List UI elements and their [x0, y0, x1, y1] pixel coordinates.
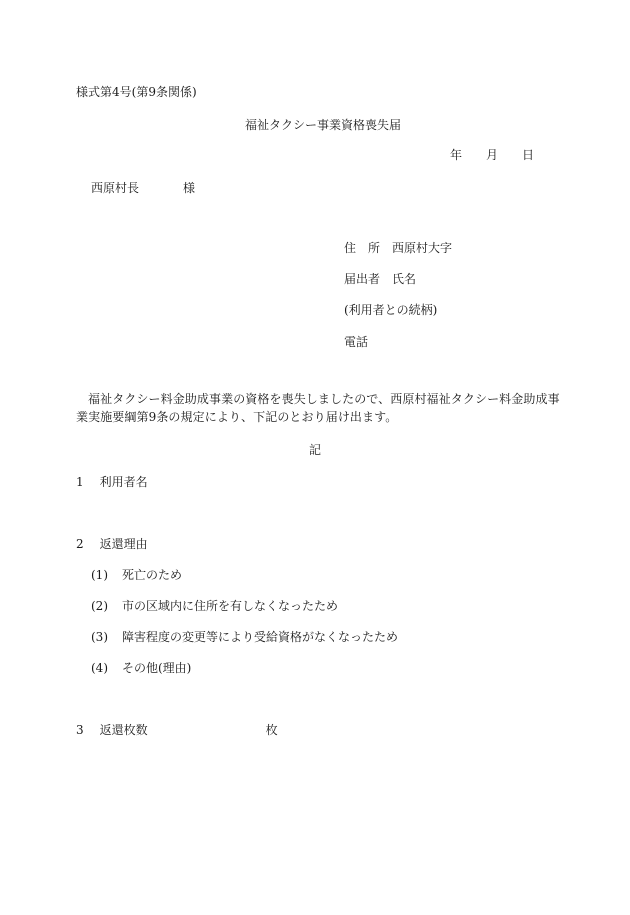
addressee-name: 西原村長 [91, 181, 140, 195]
addressee-honorific: 様 [183, 181, 196, 195]
reason-number: (3) [91, 630, 108, 644]
applicant-name [344, 271, 416, 287]
document-title: 福祉タクシー事業資格喪失届 [244, 118, 401, 132]
body-paragraph: 福祉タクシー料金助成事業の資格を喪失しましたので、西原村福祉タクシー料金助成事業実施要綱第9条の規定により、下記のとおり届け出ます。 [76, 392, 560, 424]
section-3-unit: 枚 [265, 723, 278, 737]
section-2 [76, 536, 148, 552]
addressee [91, 180, 195, 196]
reason-number: (4) [91, 661, 108, 675]
reason-number: (1) [91, 568, 108, 582]
applicant-prefix: 届出者 [344, 272, 381, 286]
section-1-label: 利用者名 [99, 475, 148, 489]
name-label: 氏名 [392, 272, 417, 286]
ki-heading: 記 [308, 443, 321, 457]
reason-item [91, 660, 191, 676]
address-value: 西原村大字 [392, 241, 453, 255]
section-3-label: 返還枚数 [99, 723, 148, 737]
reason-text: その他(理由) [122, 661, 192, 675]
reason-item [91, 567, 182, 583]
applicant-address [344, 240, 452, 256]
date-month: 月 [486, 148, 499, 162]
reason-item [91, 629, 398, 645]
date-day: 日 [522, 148, 535, 162]
section-2-number: 2 [76, 537, 84, 551]
reason-text: 死亡のため [122, 568, 183, 582]
address-label: 住 所 [344, 241, 381, 255]
date-row [450, 147, 534, 163]
applicant-relation: (利用者との続柄) [344, 303, 438, 317]
applicant-phone: 電話 [344, 335, 369, 349]
section-1 [76, 474, 148, 490]
section-1-number: 1 [76, 475, 84, 489]
reason-text: 障害程度の変更等により受給資格がなくなったため [122, 630, 399, 644]
section-3-number: 3 [76, 723, 84, 737]
reason-item [91, 598, 338, 614]
reason-text: 市の区域内に住所を有しなくなったため [122, 599, 339, 613]
date-year: 年 [450, 148, 463, 162]
section-3 [76, 722, 278, 738]
form-number: 様式第4号(第9条関係) [76, 85, 197, 99]
reason-number: (2) [91, 599, 108, 613]
section-2-label: 返還理由 [99, 537, 148, 551]
